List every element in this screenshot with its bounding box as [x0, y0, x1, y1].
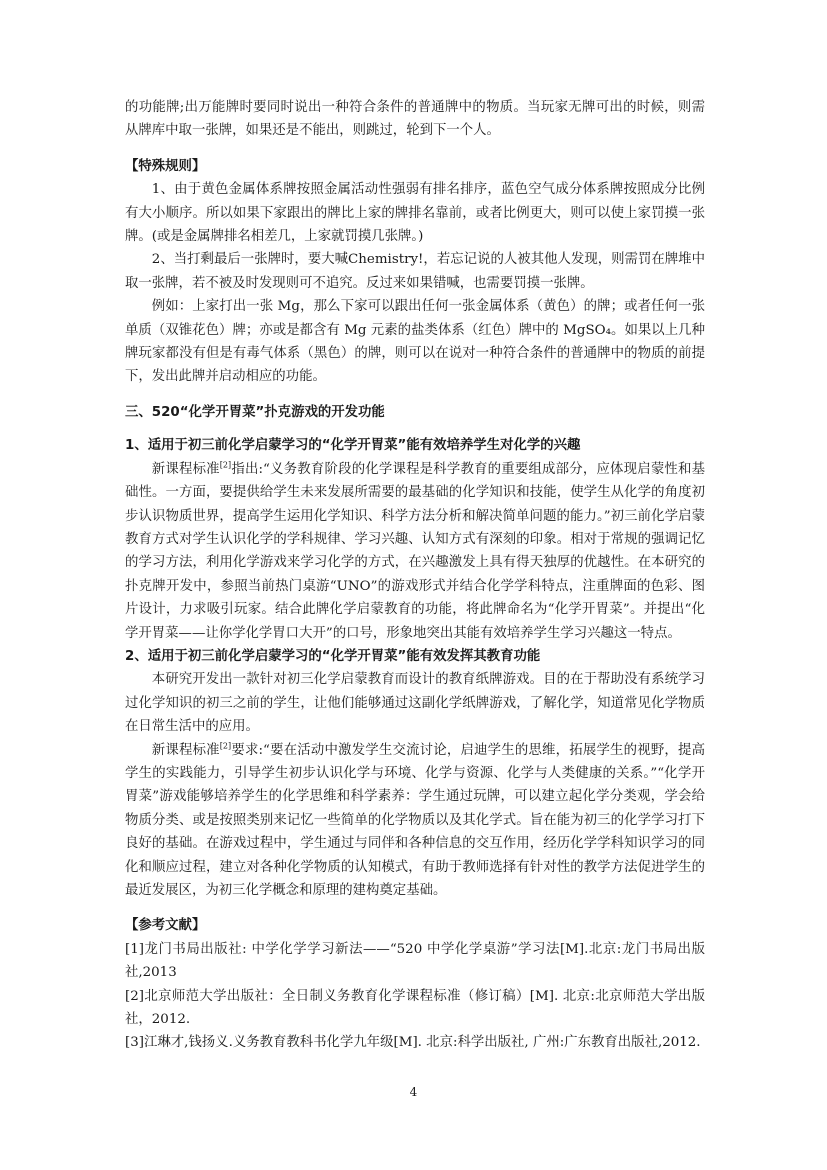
page-number: 4: [409, 1085, 418, 1099]
intro-paragraph: 的功能牌;出万能牌时要同时说出一种符合条件的普通牌中的物质。当玩家无牌可出的时候，则需从牌库中取一张牌，如果还是不能出，则跳过，轮到下一个人。: [125, 100, 705, 139]
reference-item-3: [3]江琳才,钱扬义.义务教育教科书化学九年级[M]. 北京:科学出版社, 广州:广东教育出版社,2012.: [125, 1035, 701, 1051]
text-run: 新课程标准: [151, 742, 220, 758]
special-rule-2: 2、当打剩最后一张牌时，要大喊Chemistry!，若忘记说的人被其他人发现，则需罚在牌堆中取一张牌，若不被及时发现则可不追究。反过来如果错喊，也需要罚摸一张牌。: [125, 252, 705, 291]
subsection-2-paragraph-2: [125, 739, 705, 903]
subsection-1-paragraph: [125, 458, 705, 645]
section-3-heading: 三、520“化学开胃菜”扑克游戏的开发功能: [125, 404, 385, 420]
subsection-2-paragraph-1: 本研究开发出一款针对初三化学启蒙教育而设计的教育纸牌游戏。目的在于帮助没有系统学习过化学知识的初三之前的学生，让他们能够通过这副化学纸牌游戏，了解化学，知道常见化学物质在日常生活中的应用。: [125, 672, 705, 735]
special-rule-example: 例如：上家打出一张 Mg，那么下家可以跟出任何一张金属体系（黄色）的牌；或者任何一张单质（双锥花色）牌；亦或是都含有 Mg 元素的盐类体系（红色）牌中的 MgSO₄。如果以上几种牌玩家都没有但是有毒气体系（黑色）的牌，则可以在说对一种符合条件的普通牌中的物质的前提下，发出此牌并启动相应的功能。: [125, 299, 705, 385]
text-run: 新课程标准: [151, 461, 220, 477]
text-run: 指出:“义务教育阶段的化学课程是科学教育的重要组成部分，应体现启蒙性和基础性。一方面，要提供给学生未来发展所需要的最基础的化学知识和技能，使学生从化学的角度初步认识物质世界，提高学生运用化学知识、科学方法分析和解决简单问题的能力。”初三前化学启蒙教育方式对学生认识化学的学科规律、学习兴趣、认知方式有深刻的印象。相对于常规的强调记忆的学习方法，利用化学游戏来学习化学的方式，在兴趣激发上具有得天独厚的优越性。在本研究的扑克牌开发中，参照当前热门桌游“UNO”的游戏形式并结合化学学科特点，注重牌面的色彩、图片设计，力求吸引玩家。结合此牌化学启蒙教育的功能，将此牌命名为“化学开胃菜”。并提出“化学开胃菜——让你学化学胃口大开”的口号，形象地突出其能有效培养学生学习兴趣这一特点。: [125, 461, 706, 641]
references-section: [125, 914, 705, 1054]
section-3: [125, 401, 705, 903]
citation-ref: [2]: [219, 460, 232, 470]
reference-item-2: [2]北京师范大学出版社：全日制义务教育化学课程标准（修订稿）[M]. 北京:北京师范大学出版社，2012.: [125, 988, 705, 1028]
document-page: [125, 96, 705, 1055]
references-heading: 【参考文献】: [125, 918, 206, 934]
subsection-2-heading: 2、适用于初三前化学启蒙学习的“化学开胃菜”能有效发挥其教育功能: [125, 648, 541, 664]
subsection-1-heading: 1、适用于初三前化学启蒙学习的“化学开胃菜”能有效培养学生对化学的兴趣: [125, 438, 581, 454]
special-rules-heading: 【特殊规则】: [125, 158, 206, 174]
special-rule-1: 1、由于黄色金属体系牌按照金属活动性强弱有排名排序，蓝色空气成分体系牌按照成分比例有大小顺序。所以如果下家跟出的牌比上家的牌排名靠前，或者比例更大，则可以使上家罚摸一张牌。(或是金属牌排名相差几，上家就罚摸几张牌。): [125, 182, 705, 245]
special-rules-section: [125, 155, 705, 389]
reference-item-1: [1]龙门书局出版社: 中学化学学习新法——“520 中学化学桌游”学习法[M].北京:龙门书局出版社,2013: [125, 941, 705, 981]
text-run: 要求:“要在活动中激发学生交流讨论，启迪学生的思维，拓展学生的视野，提高学生的实践能力，引导学生初步认识化学与环境、化学与资源、化学与人类健康的关系。”“化学开胃菜”游戏能够培养学生的化学思维和科学素养：学生通过玩牌，可以建立起化学分类观，学会给物质分类、或是按照类别来记忆一些简单的化学物质以及其化学式。旨在能为初三的化学学习打下良好的基础。在游戏过程中，学生通过与同伴和各种信息的交互作用，经历化学学科知识学习的同化和顺应过程，建立对各种化学物质的认知模式，有助于教师选择有针对性的教学方法促进学生的最近发展区，为初三化学概念和原理的建构奠定基础。: [125, 742, 706, 898]
citation-ref: [2]: [219, 741, 232, 751]
